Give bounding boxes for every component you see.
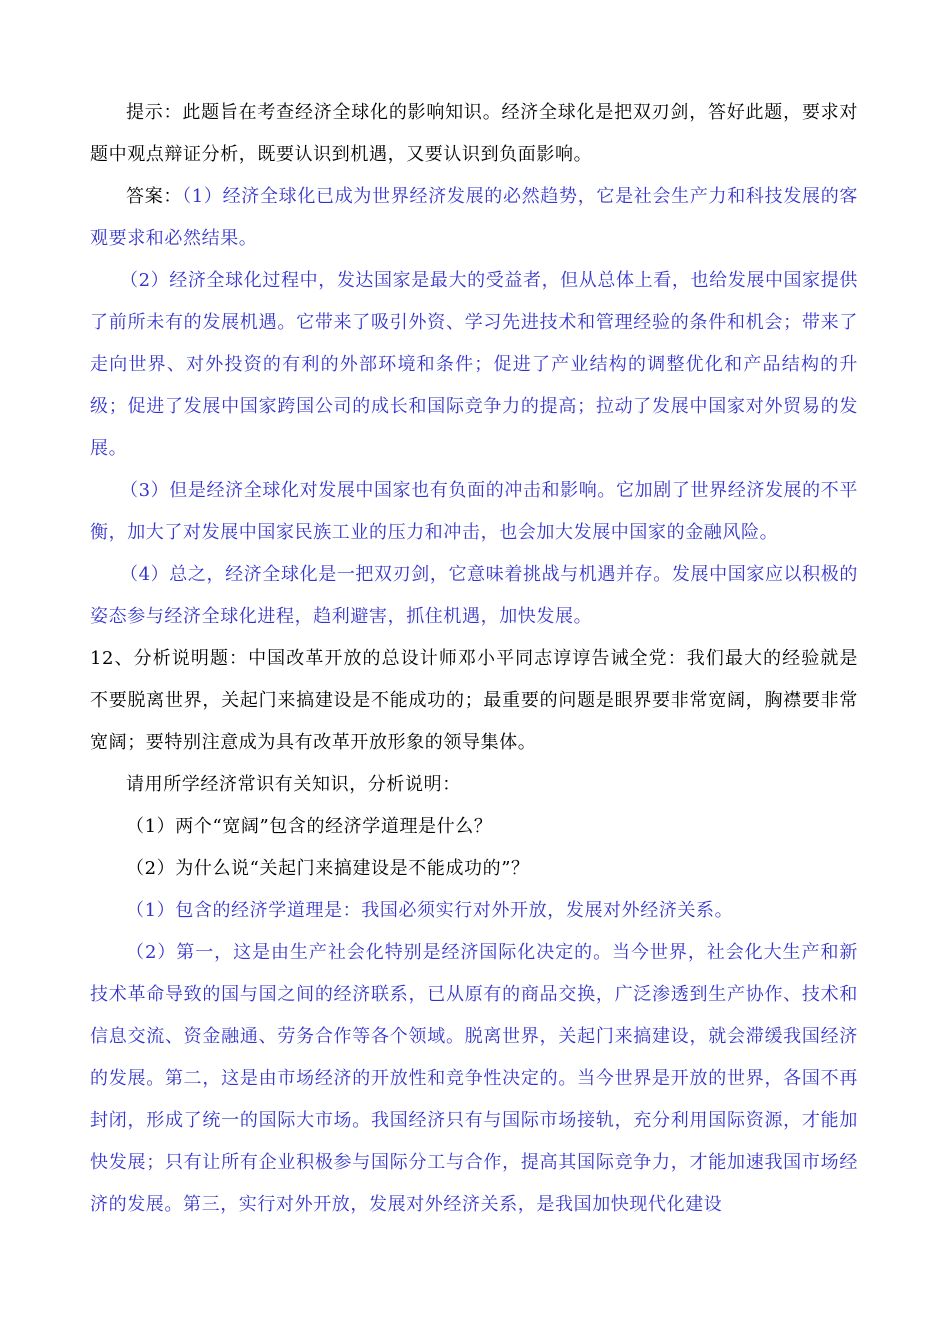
- hint-paragraph: 提示：此题旨在考查经济全球化的影响知识。经济全球化是把双刃剑，答好此题，要求对题中观点辩证分析，既要认识到机遇，又要认识到负面影响。: [90, 102, 858, 165]
- question-12-sub-2: （2）为什么说“关起门来搞建设是不能成功的”？: [126, 858, 530, 879]
- answer-item-4: （4）总之，经济全球化是一把双刃剑，它意味着挑战与机遇并存。发展中国家应以积极的姿态参与经济全球化进程，趋利避害，抓住机遇，加快发展。: [90, 564, 858, 627]
- document-page: [90, 92, 858, 1226]
- question-12-prompt: 请用所学经济常识有关知识，分析说明：: [126, 774, 461, 795]
- answer-item-2: （2）经济全球化过程中，发达国家是最大的受益者，但从总体上看，也给发展中国家提供了前所未有的发展机遇。它带来了吸引外资、学习先进技术和管理经验的条件和机会；带来了走向世界、对外投资的有利的外部环境和条件；促进了产业结构的调整优化和产品结构的升级；促进了发展中国家跨国公司的成长和国际竞争力的提高；拉动了发展中国家对外贸易的发展。: [90, 270, 858, 459]
- question-12-stem: 12、分析说明题：中国改革开放的总设计师邓小平同志谆谆告诫全党：我们最大的经验就是不要脱离世界，关起门来搞建设是不能成功的；最重要的问题是眼界要非常宽阔，胸襟要非常宽阔；要特别注意成为具有改革开放形象的领导集体。: [90, 648, 858, 753]
- answer-item-3: （3）但是经济全球化对发展中国家也有负面的冲击和影响。它加剧了世界经济发展的不平衡，加大了对发展中国家民族工业的压力和冲击，也会加大发展中国家的金融风险。: [90, 480, 858, 543]
- question-12-sub-1: （1）两个“宽阔”包含的经济学道理是什么？: [126, 816, 493, 837]
- question-12-answer-1: （1）包含的经济学道理是：我国必须实行对外开放，发展对外经济关系。: [126, 900, 734, 921]
- answer-item-1: [90, 176, 858, 260]
- question-12-answer-2: （2）第一，这是由生产社会化特别是经济国际化决定的。当今世界，社会化大生产和新技术革命导致的国与国之间的经济联系，已从原有的商品交换，广泛渗透到生产协作、技术和信息交流、资金融通、劳务合作等各个领域。脱离世界，关起门来搞建设，就会滞缓我国经济的发展。第二，这是由市场经济的开放性和竞争性决定的。当今世界是开放的世界，各国不再封闭，形成了统一的国际大市场。我国经济只有与国际市场接轨，充分利用国际资源，才能加快发展；只有让所有企业积极参与国际分工与合作，提高其国际竞争力，才能加速我国市场经济的发展。第三，实行对外开放，发展对外经济关系，是我国加快现代化建设: [90, 942, 858, 1215]
- answer-label: 答案：: [126, 186, 183, 207]
- answer-item-1-text: （1）经济全球化已成为世界经济发展的必然趋势，它是社会生产力和科技发展的客观要求和必然结果。: [90, 186, 858, 249]
